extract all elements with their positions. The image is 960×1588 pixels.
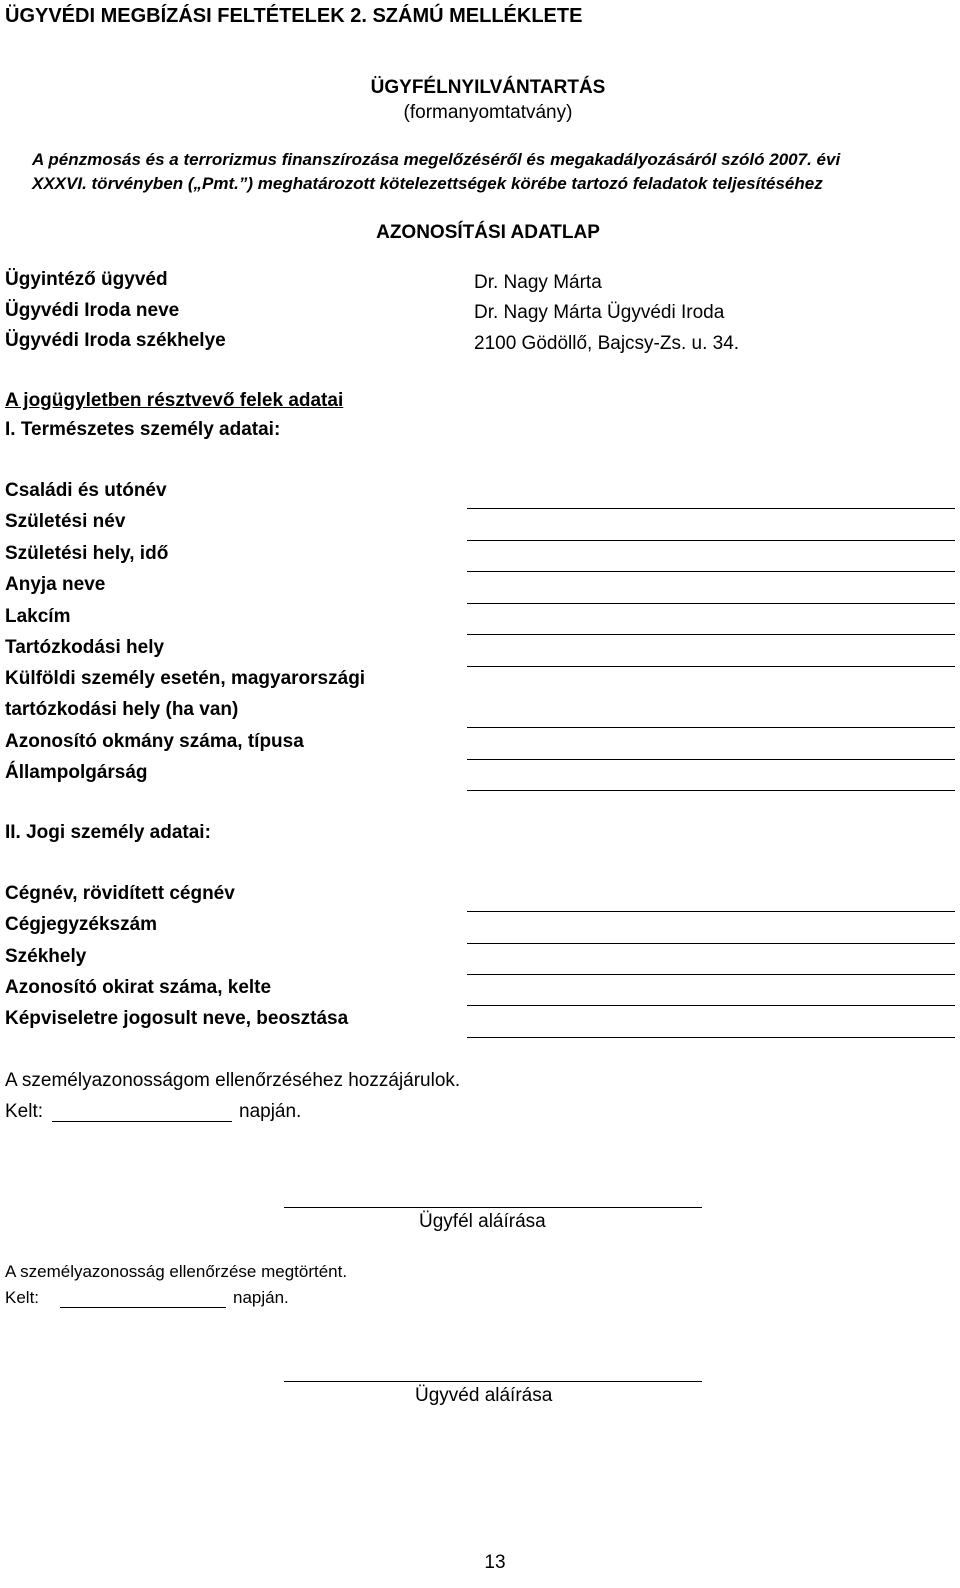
input-line-id-document[interactable] (467, 759, 955, 760)
field-label-company-name: Cégnév, rövidített cégnév (5, 883, 235, 904)
id-sheet-title: AZONOSÍTÁSI ADATLAP (376, 222, 600, 243)
office-address-label: Ügyvédi Iroda székhelye (5, 330, 226, 351)
field-label-seat: Székhely (5, 946, 87, 967)
client-signature-label: Ügyfél aláírása (419, 1211, 546, 1232)
input-line-mother-name[interactable] (467, 603, 955, 604)
natural-person-heading: I. Természetes személy adatai: (5, 419, 281, 440)
field-label-birth-name: Születési név (5, 511, 126, 532)
client-kelt-label: Kelt: (5, 1101, 44, 1122)
client-napjan-label: napján. (239, 1101, 302, 1122)
field-label-address: Lakcím (5, 606, 71, 627)
law-reference-line-2: XXXVI. törvényben („Pmt.”) meghatározott kötelezettségek körébe tartozó feladatok teljesítéséhez (32, 174, 823, 193)
lawyer-date-line[interactable] (60, 1307, 226, 1308)
verification-text: A személyazonosság ellenőrzése megtörtént. (5, 1262, 348, 1281)
input-line-hungarian-residence[interactable] (467, 727, 955, 728)
lawyer-napjan-label: napján. (233, 1288, 289, 1307)
form-title: ÜGYFÉLNYILVÁNTARTÁS (370, 77, 606, 98)
field-label-mother-name: Anyja neve (5, 574, 106, 595)
parties-heading: A jogügyletben résztvevő felek adatai (5, 390, 344, 411)
client-date-line[interactable] (52, 1121, 232, 1122)
field-label-representative: Képviseletre jogosult neve, beosztása (5, 1008, 349, 1029)
input-line-birth-place-date[interactable] (467, 571, 955, 572)
field-label-foreign-person: Külföldi személy esetén, magyarországi (5, 668, 366, 689)
law-reference-line-1: A pénzmosás és a terrorizmus finanszírozása megelőzéséről és megakadályozásáról szóló 2007. évi (32, 150, 841, 169)
input-line-residence[interactable] (467, 666, 955, 667)
input-line-id-deed[interactable] (467, 1005, 955, 1006)
lawyer-kelt-label: Kelt: (5, 1288, 40, 1307)
office-name-label: Ügyvédi Iroda neve (5, 300, 180, 321)
input-line-birth-name[interactable] (467, 540, 955, 541)
input-line-company-reg-number[interactable] (467, 943, 955, 944)
input-line-representative[interactable] (467, 1037, 955, 1038)
field-label-birth-place-date: Születési hely, idő (5, 543, 169, 564)
input-line-address[interactable] (467, 634, 955, 635)
appendix-title: ÜGYVÉDI MEGBÍZÁSI FELTÉTELEK 2. SZÁMÚ MELLÉKLETE (5, 5, 583, 27)
client-consent-text: A személyazonosságom ellenőrzéséhez hozzájárulok. (5, 1070, 461, 1091)
field-label-citizenship: Állampolgárság (5, 762, 148, 783)
case-lawyer-label: Ügyintéző ügyvéd (5, 269, 168, 290)
field-label-company-reg-number: Cégjegyzékszám (5, 914, 158, 935)
input-line-seat[interactable] (467, 974, 955, 975)
field-label-id-document: Azonosító okmány száma, típusa (5, 731, 304, 752)
input-line-company-name[interactable] (467, 911, 955, 912)
input-line-citizenship[interactable] (467, 790, 955, 791)
case-lawyer-value: Dr. Nagy Márta (474, 272, 602, 293)
field-label-hungarian-residence: tartózkodási hely (ha van) (5, 699, 239, 720)
form-subtitle: (formanyomtatvány) (403, 102, 573, 123)
legal-person-heading: II. Jogi személy adatai: (5, 822, 211, 843)
field-label-id-deed: Azonosító okirat száma, kelte (5, 977, 272, 998)
field-label-residence: Tartózkodási hely (5, 637, 165, 658)
office-address-value: 2100 Gödöllő, Bajcsy-Zs. u. 34. (474, 333, 740, 354)
page-number: 13 (484, 1552, 506, 1573)
office-name-value: Dr. Nagy Márta Ügyvédi Iroda (474, 302, 725, 323)
field-label-family-and-given-name: Családi és utónév (5, 480, 167, 501)
client-signature-line[interactable] (284, 1207, 702, 1208)
lawyer-signature-label: Ügyvéd aláírása (415, 1385, 553, 1406)
lawyer-signature-line[interactable] (284, 1381, 702, 1382)
input-line-family-and-given-name[interactable] (467, 508, 955, 509)
